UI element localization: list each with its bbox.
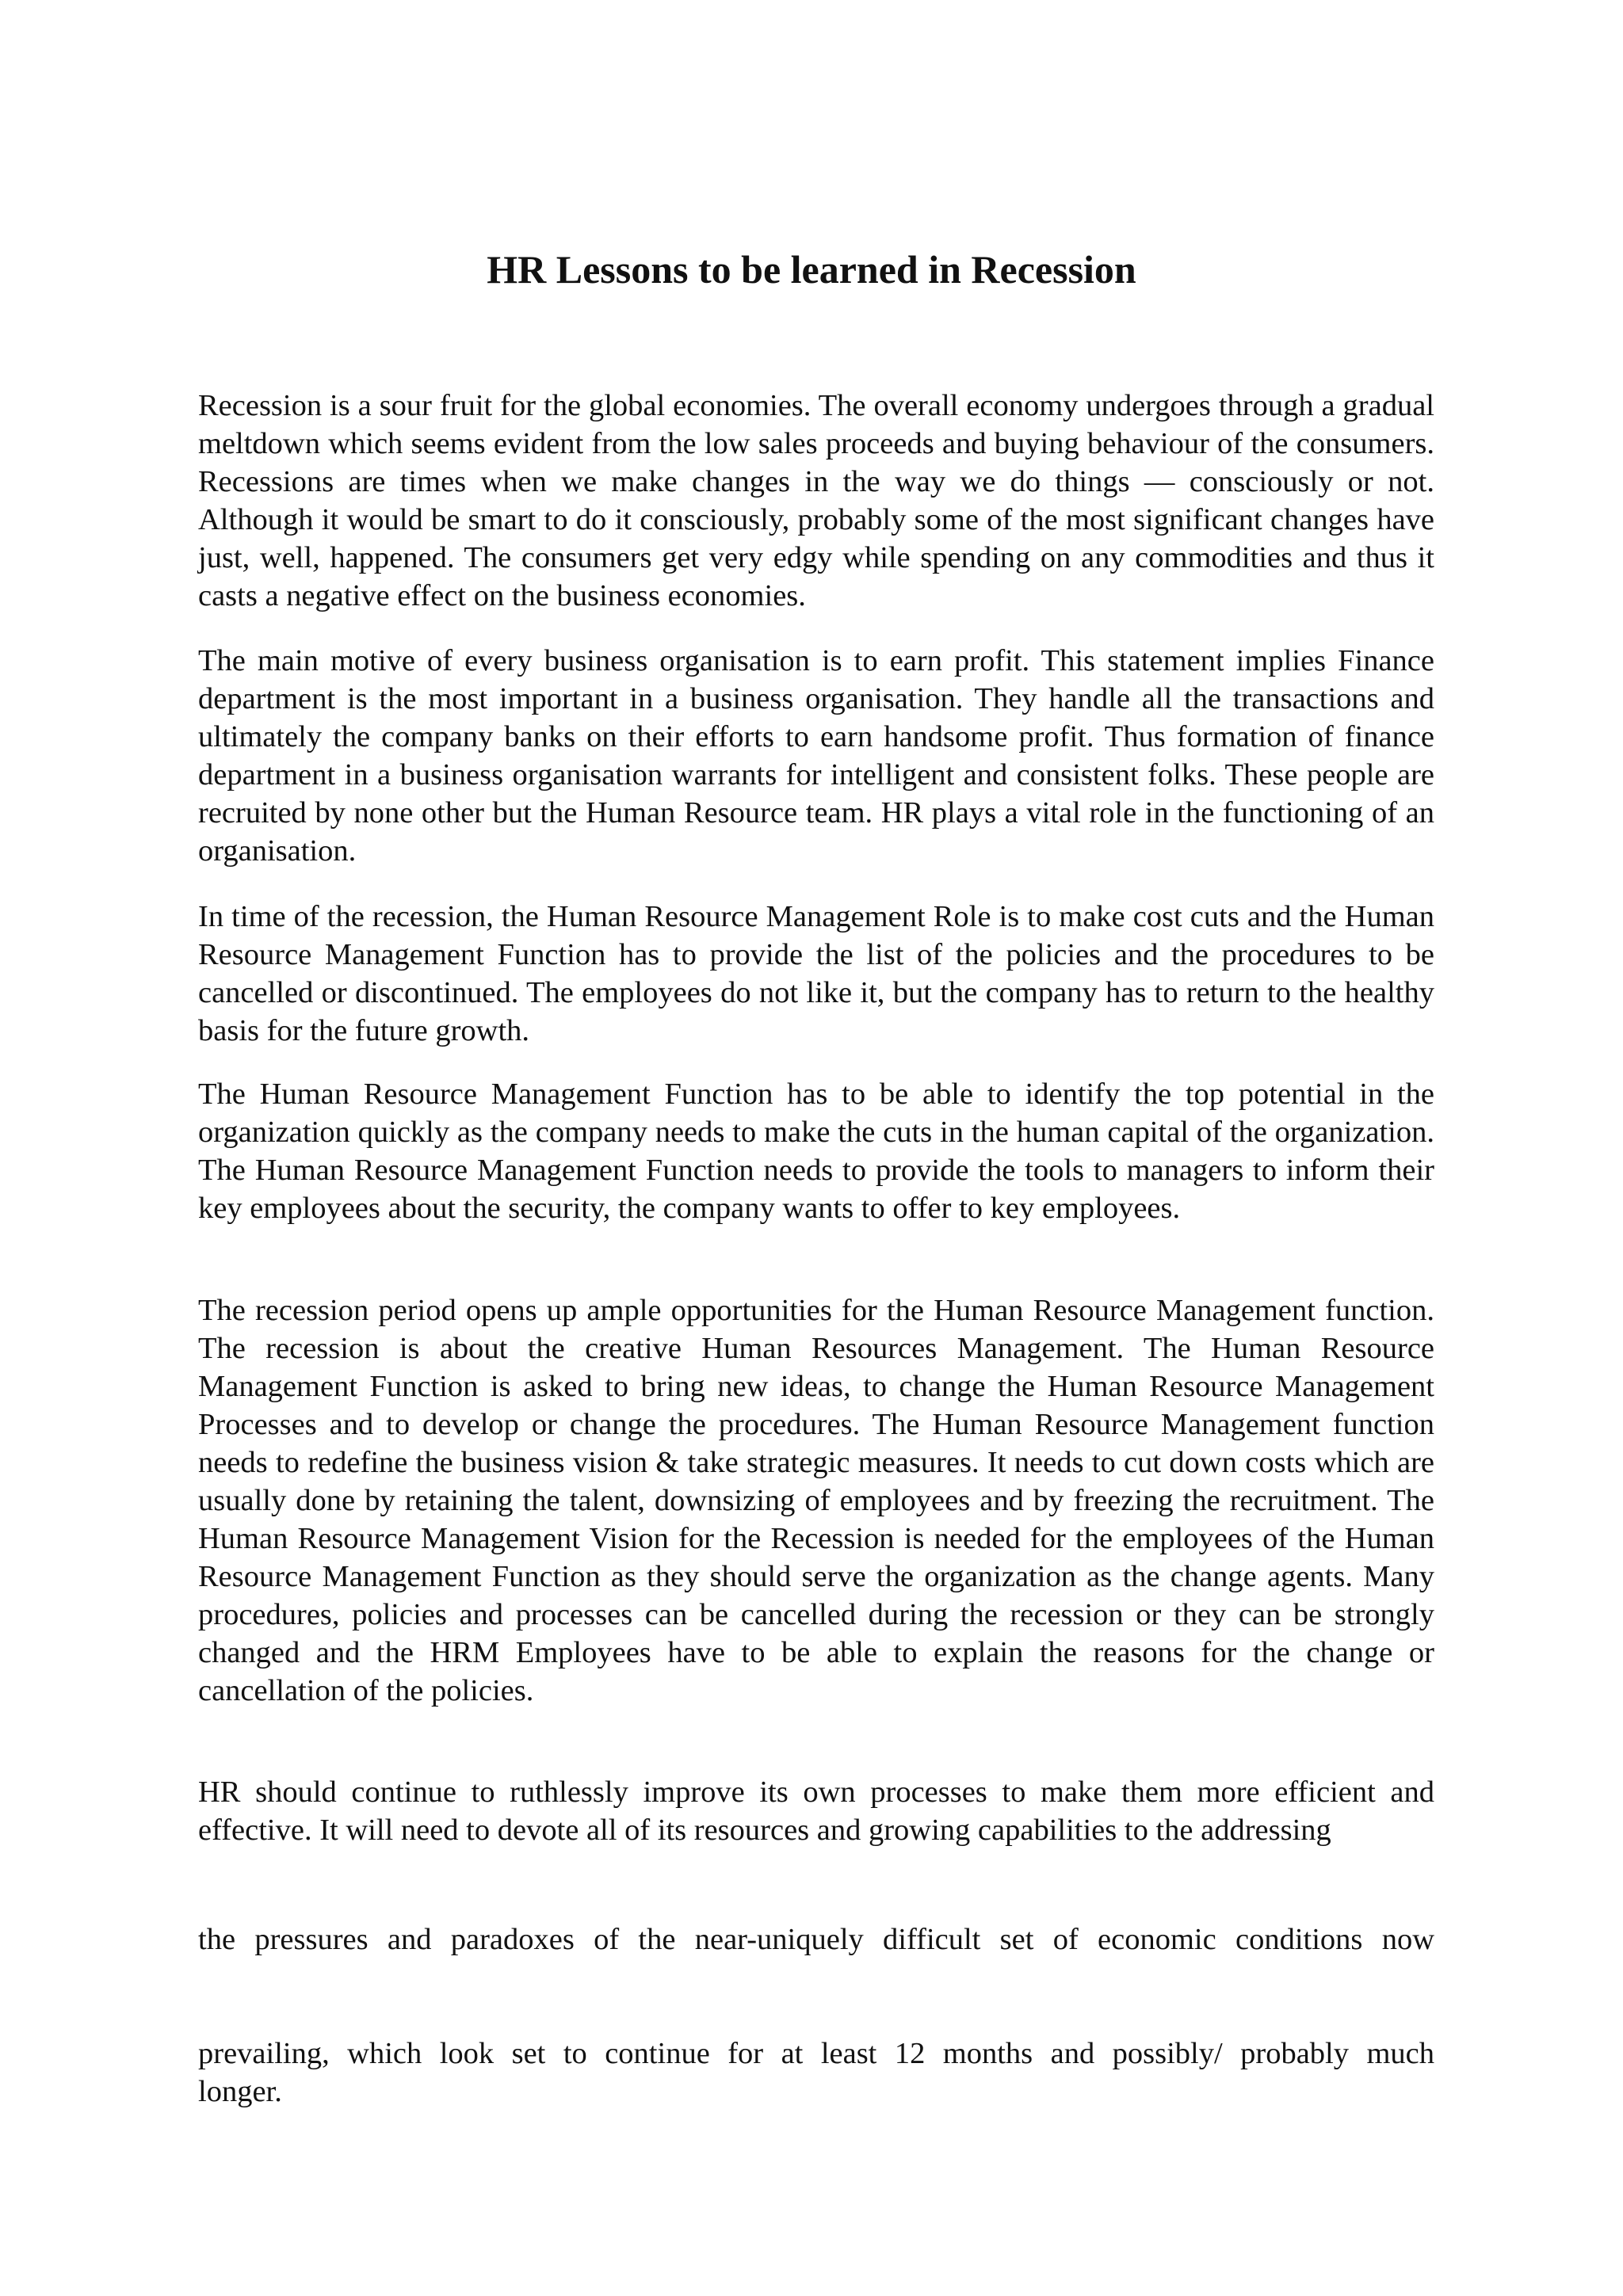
continuation-line-1: the pressures and paradoxes of the near-uniquely difficult set of economic conditions now (198, 1923, 1434, 1956)
paragraph-business-motive: The main motive of every business organisation is to earn profit. This statement implies Finance department is the most important in a business organisation. They handle all the transactions and ultimately the company banks on their efforts to earn handsome profit. Thus formation of finance department in a business organisation warrants for intelligent and consistent folks. These people are recruited by none other but the Human Resource team. HR plays a vital role in the functioning of an organisation. (198, 644, 1434, 868)
continuation-line-3: longer. (198, 2075, 282, 2108)
page-title: HR Lessons to be learned in Recession (487, 247, 1136, 292)
paragraph-recession-opportunities: The recession period opens up ample opportunities for the Human Resource Management function. The recession is about the creative Human Resources Management. The Human Resource Management Function is asked to bring new ideas, to change the Human Resource Management Processes and to develop or change the procedures. The Human Resource Management function needs to redefine the business vision & take strategic measures. It needs to cut down costs which are usually done by retaining the talent, downsizing of employees and by freezing the recruitment. The Human Resource Management Vision for the Recession is needed for the employees of the Human Resource Management Function as they should serve the organization as the change agents. Many procedures, policies and processes can be cancelled during the recession or they can be strongly changed and the HRM Employees have to be able to explain the reasons for the change or cancellation of the policies. (198, 1294, 1434, 1707)
paragraph-hr-improve: HR should continue to ruthlessly improve its own processes to make them more efficient and effective. It will need to devote all of its resources and growing capabilities to the addressing (198, 1775, 1434, 1847)
paragraph-recession-intro: Recession is a sour fruit for the global economies. The overall economy undergoes through a gradual meltdown which seems evident from the low sales proceeds and buying behaviour of the consumers. Recessions are times when we make changes in the way we do things — consciously or not. Although it would be smart to do it consciously, probably some of the most significant changes have just, well, happened. The consumers get very edgy while spending on any commodities and thus it casts a negative effect on the business economies. (198, 389, 1434, 612)
paragraph-hrm-function: The Human Resource Management Function has to be able to identify the top potential in the organization quickly as the company needs to make the cuts in the human capital of the organization. The Human Resource Management Function needs to provide the tools to managers to inform their key employees about the security, the company wants to offer to key employees. (198, 1077, 1434, 1225)
paragraph-hrm-role: In time of the recession, the Human Resource Management Role is to make cost cuts and the Human Resource Management Function has to provide the list of the policies and the procedures to be cancelled or discontinued. The employees do not like it, but the company has to return to the healthy basis for the future growth. (198, 900, 1434, 1047)
continuation-line-2: prevailing, which look set to continue for at least 12 months and possibly/ probably much (198, 2037, 1434, 2070)
